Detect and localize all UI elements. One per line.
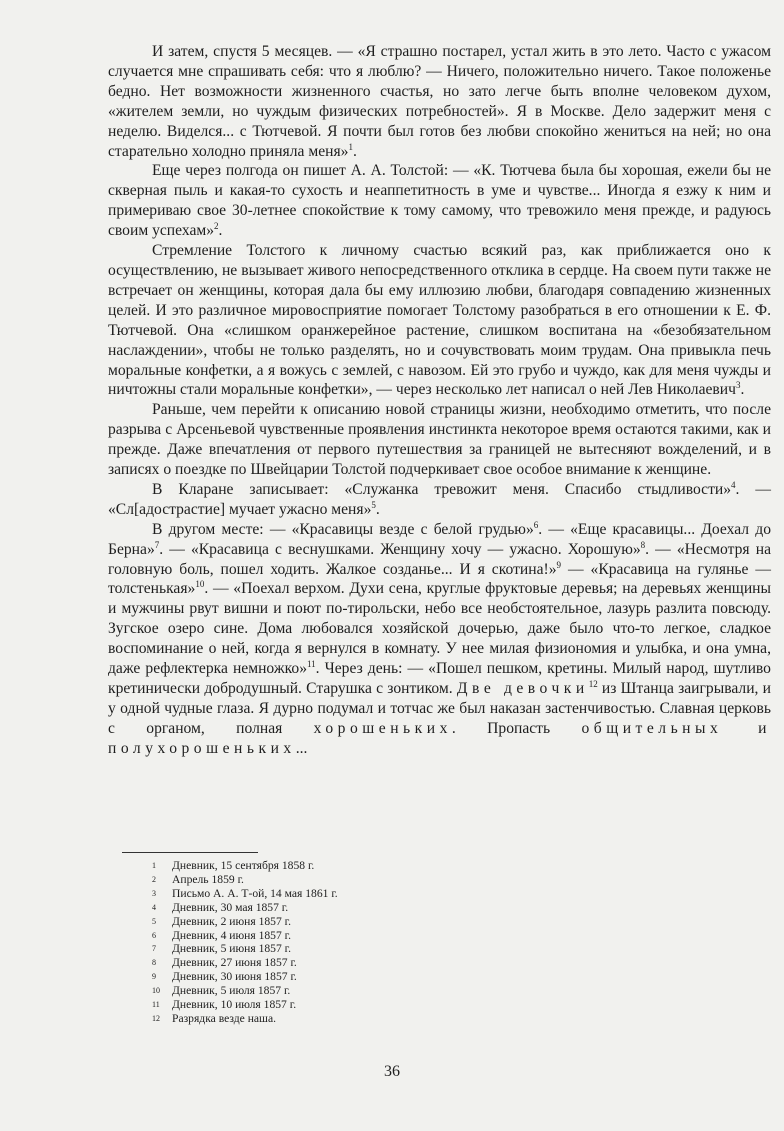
text-run: Раньше, чем перейти к описанию новой страницы жизни, необходимо отметить, что после разрыва с Арсеньевой чувственные проявления инстинкта некоторое время остаются такими, как и прежде. Даже впечатления от первого путешествия за границей не вытесняют вожделений, и в записях о поездке по Швейцарии Толстой подчеркивает свое особое внимание к женщине. (108, 401, 771, 479)
footnote-text: Дневник, 2 июня 1857 г. (172, 914, 291, 928)
text-run: . — «Сл[адострастие] мучает ужасно меня» (108, 480, 772, 518)
footnote (152, 887, 712, 901)
footnote (152, 859, 712, 873)
footnote-text: Дневник, 5 июля 1857 г. (172, 984, 291, 998)
page-number: 36 (384, 1063, 400, 1080)
spaced-text: общительных и полухорошеньких (108, 719, 772, 757)
footnote-text: Дневник, 30 июня 1857 г. (172, 970, 297, 984)
footnote-text: Дневник, 4 июня 1857 г. (172, 928, 291, 942)
footnote-separator (122, 852, 258, 853)
footnote (152, 901, 712, 915)
footnote-number: 1 (152, 861, 156, 870)
paragraph (108, 480, 771, 520)
footnote (152, 1012, 712, 1026)
footnote-number: 12 (152, 1013, 160, 1023)
text-run: . (218, 222, 223, 240)
text-run: . — «Поехал верхом. Духи сена, круглые фруктовые деревья; на деревьях женщины и мужчины рвут вишни и поют по-тирольски, небо все необстоятельное, лазурь разлита повсюду. Зугское озеро сине. Дома любовался хозяйской дочерью, даже было что-то легкое, сладкое воспоминание о ней, когда я вернулся в комнату. У нее милая физиономия и улыбка, и она умна, даже рефлектерка немножко» (108, 580, 771, 678)
text-run: . Через день: — «Пошел пешком, кретины. Милый народ, шутливо кретинически добродушный. Старушка с зонтиком. (108, 660, 771, 697)
footnote-number: 7 (152, 944, 156, 954)
text-run: . — «Еще красавицы... Доехал до Берна» (108, 520, 771, 558)
footnote (152, 998, 712, 1012)
text-run: ... (295, 739, 308, 757)
text-run: В другом месте: — «Красавицы везде с белой грудью» (152, 520, 534, 538)
text-run: . (375, 500, 380, 518)
footnote-text: Дневник, 10 июля 1857 г. (172, 998, 297, 1012)
footnote-ref: 7 (154, 539, 160, 550)
text-run: . (740, 381, 745, 399)
main-text (108, 42, 771, 759)
footnote-text: Письмо А. А. Т-ой, 14 мая 1861 г. (172, 886, 338, 900)
footnote-ref: 1 (348, 141, 353, 152)
footnote-number: 11 (152, 1000, 160, 1010)
footnote-ref: 8 (640, 539, 646, 550)
footnote (152, 970, 712, 984)
footnotes (152, 859, 712, 1026)
footnote-number: 6 (152, 930, 156, 940)
footnote-ref: 3 (735, 380, 741, 391)
footnote-number: 5 (152, 916, 156, 926)
footnote-ref: 11 (307, 659, 316, 670)
footnote (152, 929, 712, 943)
footnote (152, 984, 712, 998)
footnote-ref: 12 (588, 679, 598, 689)
footnote-ref: 5 (371, 499, 376, 510)
spaced-text: хорошеньких (313, 719, 452, 737)
footnote (152, 956, 712, 970)
footnote-text: Дневник, 27 июня 1857 г. (172, 956, 297, 970)
text-run: . (352, 142, 357, 160)
paragraph (108, 520, 771, 759)
footnote-ref: 2 (214, 221, 219, 232)
footnote (152, 873, 712, 887)
footnote-number: 8 (152, 958, 156, 968)
paragraph (108, 241, 771, 400)
text-run: — «Красавица на гулянье — толстенькая» (108, 560, 771, 598)
footnote-ref: 6 (533, 519, 539, 530)
paragraph (108, 161, 771, 241)
paragraph (108, 400, 771, 480)
footnote-number: 4 (152, 902, 156, 912)
spaced-text: Две девочки (456, 680, 589, 697)
footnote-ref: 10 (195, 579, 205, 590)
footnote-ref: 4 (731, 479, 736, 490)
footnote-text: Дневник, 5 июня 1857 г. (172, 942, 291, 956)
footnote-text: Разрядка везде наша. (172, 1011, 277, 1025)
footnote-text: Дневник, 30 мая 1857 г. (172, 900, 289, 914)
text-run: Стремление Толстого к личному счастью всякий раз, как приближается оно к осуществлению, не вызывает живого непосредственного отклика в сердце. На своем пути также не встречает он женщины, которая дала бы ему иллюзию любви, благодаря совпадению жизненных целей. И это различное мировосприятие помогает Толстому разобраться в его отношении к Е. Ф. Тютчевой. Она «слишком оранжерейное растение, слишком воспитана на «безобязательном наслаждении», чтобы не только разделять, но и сочувствовать моим трудам. Она привыкла печь моральные конфетки, а я вожусь с землей, с навозом. Ей это грубо и чуждо, как для меня чужды и ничтожны стали моральные конфетки», — через несколько лет написал о ней Лев Николаевич (108, 242, 771, 399)
footnote-ref: 9 (556, 559, 562, 570)
text-run: . — «Красавица с веснушками. Женщину хочу — ужасно. Хорошую» (159, 540, 641, 558)
paragraph (108, 42, 771, 161)
footnote-text: Дневник, 15 сентября 1858 г. (172, 859, 315, 872)
text-run: из Штанца заигрывали, и у одной чудные глаза. Я дурно подумал и тотчас же был наказан застенчивостью. Славная церковь с органом, полная (108, 680, 771, 737)
text-run: И затем, спустя 5 месяцев. — «Я страшно постарел, устал жить в это лето. Часто с ужасом случается мне спрашивать себя: что я люблю? — Ничего, положительно ничего. Такое положенье бедно. Нет возможности жизненного счастья, но зато легче быть вполне человеком духом, «жителем земли, но чуждым физических потребностей». Я в Москве. Дело задержит меня с неделю. Виделся... с Тютчевой. Я почти был готов без любви спокойно жениться на ней; но она старательно холодно приняла меня» (108, 43, 771, 160)
footnote-number: 3 (152, 888, 156, 898)
text-run: . — «Несмотря на головную боль, пошел ходить. Жалкое созданье... И я скотина!» (108, 540, 771, 578)
footnote-number: 9 (152, 972, 156, 982)
text-run: Еще через полгода он пишет А. А. Толстой: — «К. Тютчева была бы хорошая, ежели бы не скверная пыль и какая-то сухость и неаппетитность в уме и чувстве... Иногда я езжу к ним и примериваю свое 30-летнее спокойствие к тому самому, что тревожило меня прежде, и радуюсь своим успехам» (108, 162, 771, 240)
text-run: В Кларане записывает: «Служанка тревожит меня. Спасибо стыдливости» (152, 480, 732, 498)
footnote-text: Апрель 1859 г. (172, 872, 244, 886)
text-run: . Пропасть (451, 719, 582, 737)
footnote (152, 915, 712, 929)
footnote-number: 2 (152, 874, 156, 884)
footnote-number: 10 (152, 986, 160, 996)
footnote (152, 942, 712, 956)
